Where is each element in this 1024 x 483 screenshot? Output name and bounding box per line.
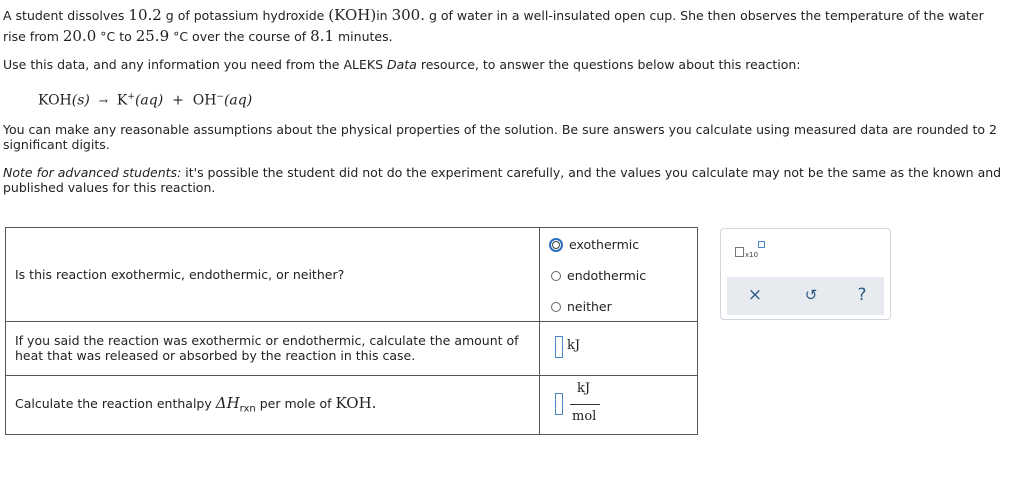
reaction-arrow: →	[98, 94, 109, 108]
undo-button[interactable]: ↺	[804, 286, 818, 304]
koh-formula: (KOH)	[328, 6, 377, 24]
answer-cell-3	[539, 375, 697, 435]
problem-intro: A student dissolves 10.2 g of potassium hydroxide (KOH)in 300. g of water in a well-insulated open cup. She then observes the temperature of the water rise from 20.0 °C to 25.9 °C over the course of 8.1 minutes.	[3, 6, 984, 45]
data-resource-word: Data	[387, 57, 417, 72]
assumptions-note: You can make any reasonable assumptions about the physical properties of the solution. Be sure answers you calculate using measured data are rounded to 2 significant digits.	[3, 122, 997, 152]
x10-button[interactable]: x10	[735, 241, 771, 261]
temp-end: 25.9	[135, 27, 170, 45]
toolbar-buttons	[727, 277, 884, 315]
radio-endothermic[interactable]: endothermic	[551, 268, 646, 283]
radio-unselected-icon[interactable]	[551, 302, 561, 312]
cation: K	[116, 92, 128, 109]
time-value: 8.1	[310, 27, 335, 45]
delta-h-symbol: ΔH	[215, 394, 240, 412]
question-1-text: Is this reaction exothermic, endothermic, or neither?	[15, 267, 345, 282]
question-row-heat	[6, 321, 697, 376]
unit-numerator: kJ	[577, 381, 591, 396]
exponent-box-icon	[758, 241, 765, 248]
radio-selected-icon[interactable]	[549, 238, 563, 252]
radio-unselected-icon[interactable]	[551, 271, 561, 281]
problem-instruction: Use this data, and any information you need from the ALEKS Data resource, to answer the questions below about this reaction:	[3, 57, 801, 72]
temp-start: 20.0	[62, 27, 97, 45]
question-row-exothermic	[6, 228, 697, 322]
heat-unit: kJ	[567, 338, 581, 353]
anion: OH	[192, 92, 217, 109]
answer-toolbox	[720, 228, 891, 320]
radio-neither[interactable]: neither	[551, 299, 612, 314]
question-2-text: If you said the reaction was exothermic or endothermic, calculate the amount of heat that was released or absorbed by the reaction in this case.	[15, 333, 519, 363]
mass-value: 10.2	[128, 6, 162, 24]
reactant: KOH	[38, 92, 72, 109]
x10-box-icon	[735, 247, 744, 257]
question-table	[5, 227, 698, 435]
question-row-enthalpy	[6, 375, 697, 435]
fraction-bar	[570, 404, 600, 405]
enthalpy-input[interactable]	[555, 393, 563, 415]
advanced-note: Note for advanced students: it's possible the student did not do the experiment carefully, and the values you calculate may not be the same as the known and published values for this reaction.	[3, 165, 1002, 195]
clear-button[interactable]: ×	[747, 285, 763, 305]
reaction-equation: KOH(s) → K+(aq) + OH−(aq)	[38, 92, 253, 109]
answer-cell-1	[539, 228, 697, 321]
water-mass: 300.	[391, 6, 425, 24]
radio-exothermic[interactable]: exothermic	[549, 237, 639, 252]
answer-cell-2	[539, 321, 697, 375]
heat-input[interactable]	[555, 336, 563, 358]
unit-denominator: mol	[572, 409, 597, 424]
question-3-text: Calculate the reaction enthalpy $\Delta H_{rxn}$ per mole of KOH.	[15, 394, 377, 415]
help-button[interactable]: ?	[857, 285, 867, 305]
